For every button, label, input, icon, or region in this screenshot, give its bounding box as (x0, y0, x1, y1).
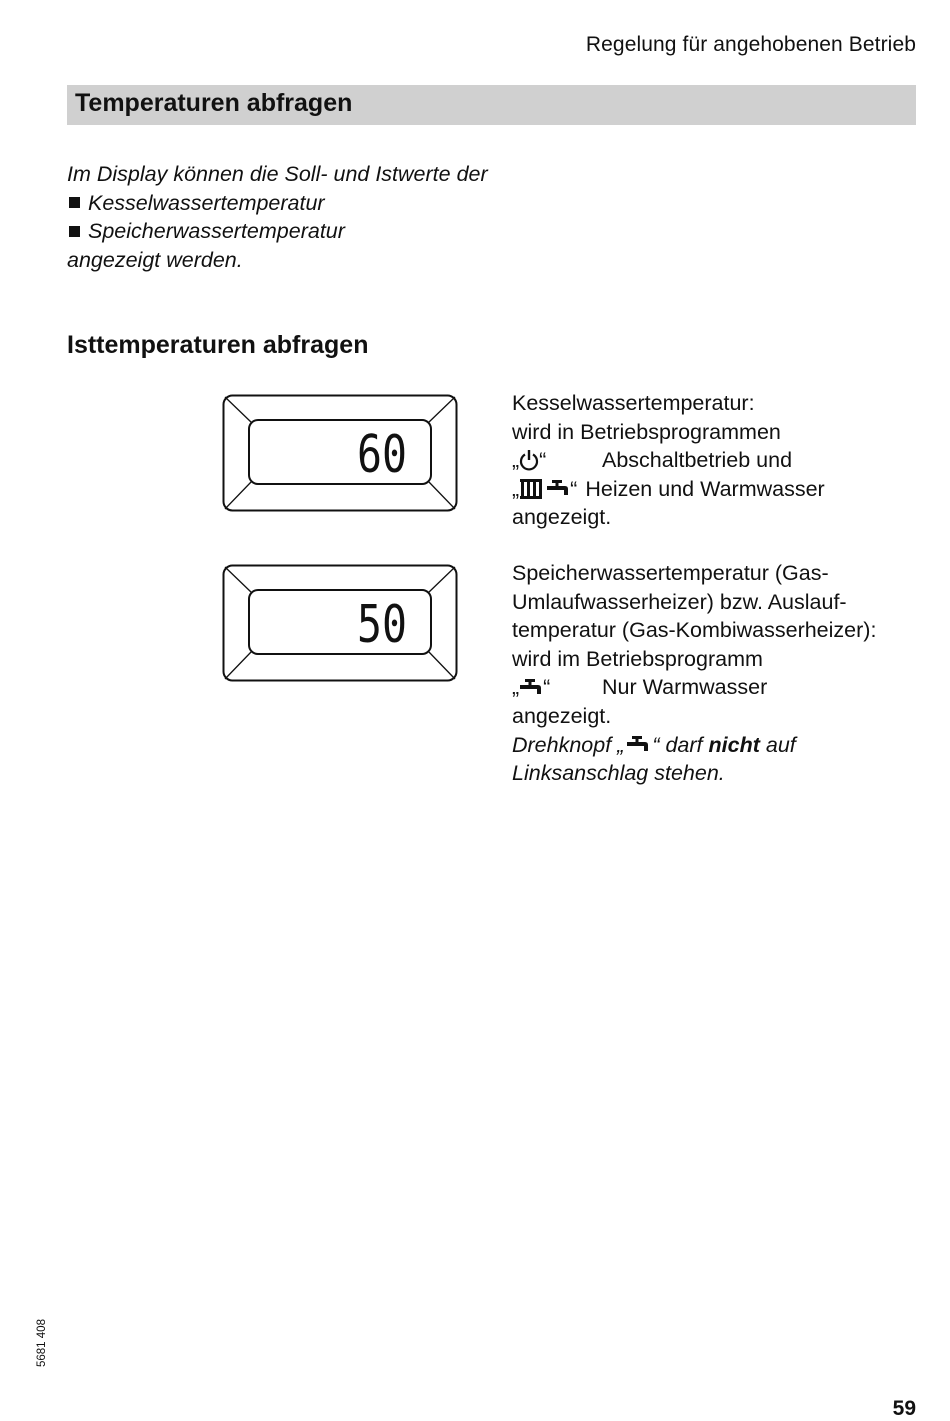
bullet-item (67, 189, 488, 218)
page-number: 59 (892, 1397, 916, 1420)
intro-line: Im Display können die Soll- und Istwerte der (67, 162, 488, 186)
quote-close: “ (570, 476, 578, 501)
mode-symbol (512, 673, 602, 702)
desc-line: Kesselwassertemperatur: (512, 391, 755, 415)
desc-line: wird im Betriebsprogramm (512, 646, 763, 671)
quote-open: „ (512, 476, 520, 501)
desc-line: wird in Betriebsprogrammen (512, 419, 781, 444)
intro-line: angezeigt werden. (67, 247, 243, 272)
boiler-temperature-description (512, 389, 825, 532)
subsection-title: Isttemperaturen abfragen (67, 331, 369, 359)
desc-line: Umlaufwasserheizer) bzw. Auslauf- (512, 589, 847, 614)
mode-symbol (512, 475, 577, 504)
running-header: Regelung für angehobenen Betrieb (585, 33, 916, 56)
storage-temperature-description (512, 559, 876, 788)
desc-line: angezeigt. (512, 703, 612, 728)
radiator-icon (519, 478, 543, 500)
lcd-value: 60 (357, 425, 407, 485)
bullet-label: Kesselwassertemperatur (88, 190, 325, 215)
mode-line-heating-hotwater (512, 475, 825, 504)
faucet-icon (626, 734, 650, 756)
mode-symbol (512, 446, 602, 475)
quote-close: “ (543, 675, 551, 700)
document-number: 5681 408 (36, 1319, 48, 1367)
power-icon (519, 449, 539, 471)
bullet-item (67, 217, 488, 246)
mode-line-hotwater (512, 673, 876, 702)
knob-note (512, 731, 876, 760)
mode-label: Nur Warmwasser (602, 675, 768, 700)
faucet-icon (519, 677, 543, 699)
quote-open: „ (512, 675, 520, 700)
note-text: auf (765, 732, 796, 757)
lcd-display-storage (222, 564, 458, 682)
knob-note-line2: Linksanschlag stehen. (512, 761, 725, 786)
mode-label: Abschaltbetrieb und (602, 448, 793, 473)
lcd-value: 50 (357, 595, 407, 655)
section-title-bar (67, 85, 916, 125)
intro-text (67, 160, 488, 274)
square-bullet-icon (69, 226, 80, 237)
quote-close: “ (539, 448, 547, 473)
square-bullet-icon (69, 197, 80, 208)
note-emphasis: nicht (708, 732, 760, 757)
note-text: Drehknopf „ (512, 732, 625, 757)
desc-line: temperatur (Gas-Kombiwasserheizer): (512, 618, 877, 643)
mode-label: Heizen und Warmwasser (585, 476, 825, 501)
section-title: Temperaturen abfragen (75, 89, 353, 117)
faucet-icon (546, 478, 570, 500)
note-text: “ darf (652, 732, 703, 757)
mode-line-standby (512, 446, 825, 475)
desc-line: angezeigt. (512, 505, 612, 530)
quote-open: „ (512, 448, 520, 473)
desc-line: Speicherwassertemperatur (Gas- (512, 561, 829, 585)
lcd-display-boiler (222, 394, 458, 512)
bullet-label: Speicherwassertemperatur (88, 219, 345, 244)
